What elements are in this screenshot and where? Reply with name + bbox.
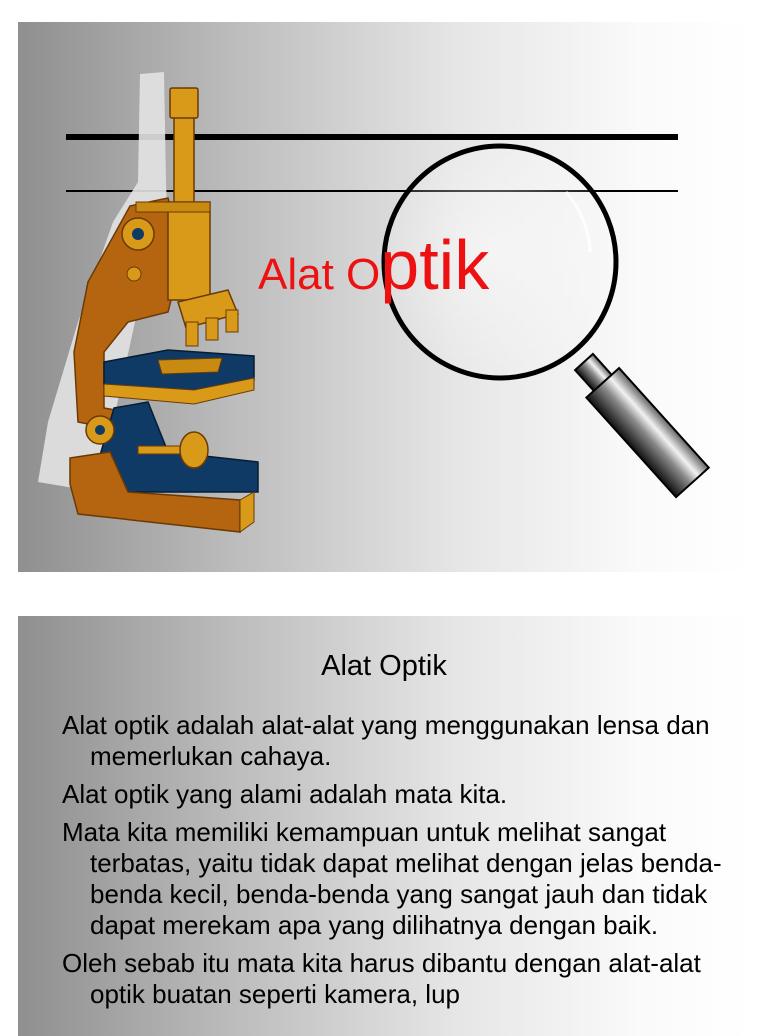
microscope-icon (38, 72, 258, 532)
bullet-item: Oleh sebab itu mata kita harus dibantu dengan alat-alat optik buatan seperti kamera, lup (62, 948, 701, 1009)
title-slide (18, 22, 750, 572)
bullet-item: Mata kita memiliki kemampuan untuk melihat sangat terbatas, yaitu tidak dapat melihat dengan jelas benda-benda kecil, benda-benda yang sangat jauh dan tidak dapat merekam apa yang dilihatnya dengan baik. (62, 817, 722, 940)
content-slide-title: Alat Optik (321, 650, 447, 682)
magnifying-glass-icon (384, 146, 709, 497)
slide-title (258, 226, 490, 304)
content-slide (18, 616, 750, 1036)
bullet-item: Alat optik yang alami adalah mata kita. (62, 779, 508, 809)
slide-title-part-small: Alat O (258, 250, 381, 299)
slide-title-part-big: ptik (380, 226, 490, 304)
bullet-item: Alat optik adalah alat-alat yang menggunakan lensa dan memerlukan cahaya. (62, 710, 710, 771)
bullet-list (62, 710, 722, 1017)
